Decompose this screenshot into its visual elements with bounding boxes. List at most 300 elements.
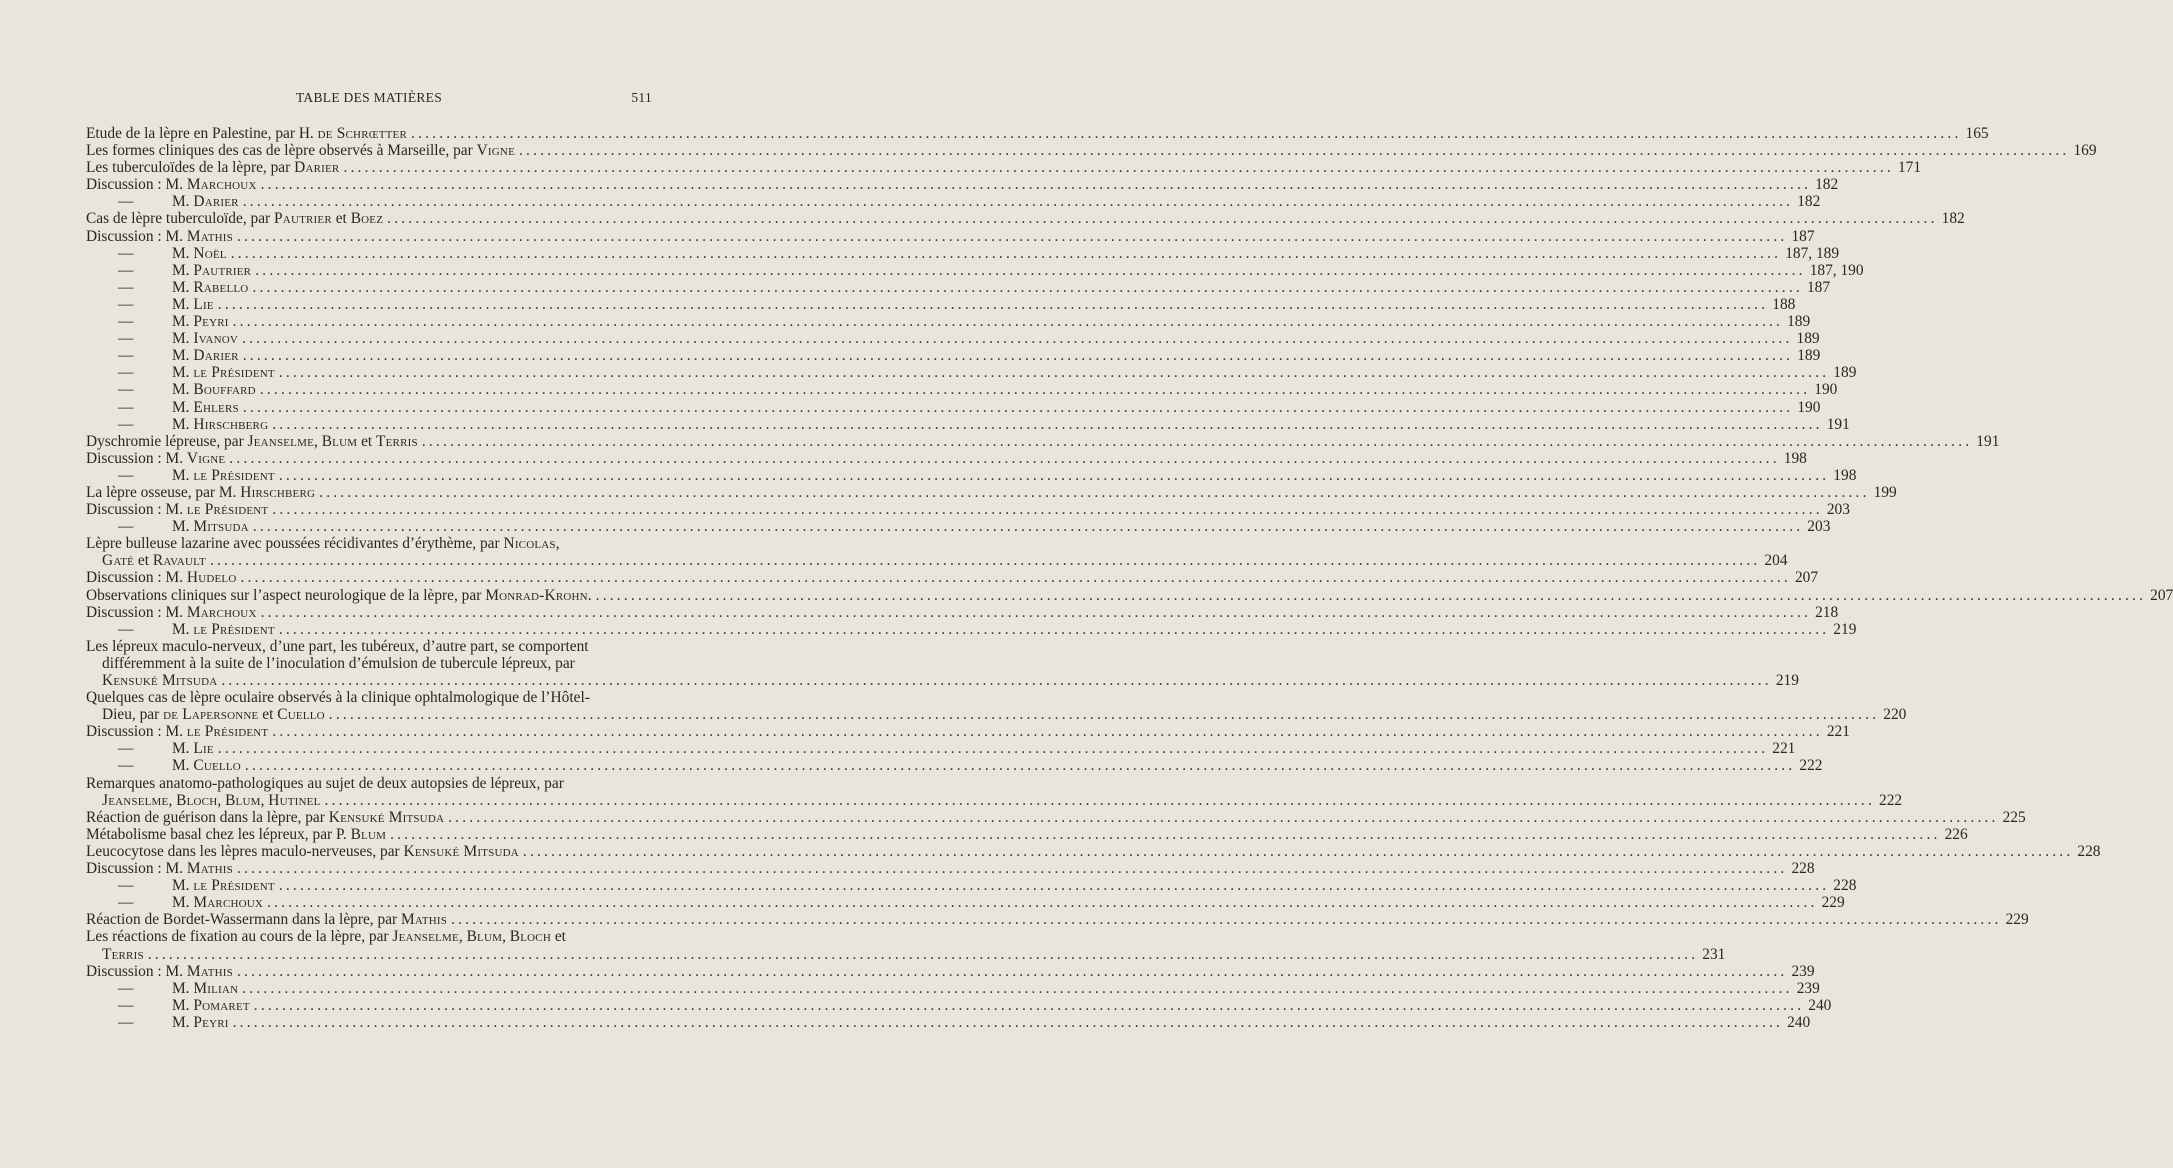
entry-title [86, 621, 275, 638]
entry-title [86, 364, 275, 381]
entry-title [86, 313, 229, 330]
author-name: Cuello [193, 757, 241, 775]
entry-title [86, 228, 233, 245]
toc-subentry [86, 330, 1820, 348]
toc-entry [86, 569, 1819, 587]
entry-text: . [587, 586, 592, 604]
page-number: 207 [2150, 586, 2173, 604]
page-number: 228 [1833, 877, 1857, 895]
author-name: Kensuké Mitsuda [403, 842, 519, 860]
entry-title [86, 262, 251, 279]
entry-title [86, 826, 386, 843]
page-number: 220 [1883, 706, 1907, 724]
toc-entry [86, 774, 1903, 809]
toc-entry [86, 535, 1788, 570]
dot-leader: ............................................................................................................................................................................................................................ [272, 415, 1823, 433]
page-number: 225 [2002, 808, 2026, 826]
page-number: 198 [1783, 449, 1807, 467]
author-name: Lie [193, 740, 214, 758]
entry-title [86, 1014, 229, 1031]
entry-title [86, 997, 250, 1014]
page-number: 240 [1808, 996, 1832, 1014]
dash-marker: — [118, 979, 134, 997]
toc-subentry [86, 466, 1857, 484]
dot-leader: ............................................................................................................................................................................................................................ [242, 193, 1794, 211]
page-number: 221 [1772, 740, 1796, 758]
entry-text: et [331, 210, 351, 228]
entry-line [86, 689, 642, 706]
dash-marker: — [118, 518, 134, 536]
dot-leader: ............................................................................................................................................................................................................................ [343, 159, 1894, 177]
page-number: 203 [1807, 518, 1831, 536]
entry-text: M. [172, 381, 194, 399]
entry-text: M. [172, 415, 194, 433]
entry-title [86, 399, 239, 416]
dot-leader: ............................................................................................................................................................................................................................ [390, 825, 1941, 843]
entry-text: et [357, 432, 377, 450]
toc-subentry [86, 996, 1832, 1014]
toc-subentry [86, 757, 1823, 775]
entry-row [86, 501, 1850, 519]
author-name: Blum [350, 825, 387, 843]
entry-title [86, 467, 275, 484]
page-number: 221 [1826, 723, 1850, 741]
entry-text: Métabolisme basal chez les lépreux, par P. [86, 825, 351, 843]
author-name: Pomaret [193, 996, 250, 1014]
dot-leader: ............................................................................................................................................................................................................................ [260, 176, 1812, 194]
entry-text: M. [172, 894, 194, 912]
entry-text: et [551, 928, 566, 946]
toc-entry [86, 364, 1857, 382]
entry-text: Réaction de Bordet-Wassermann dans la lèpre, par [86, 911, 402, 929]
entry-title [102, 552, 206, 569]
entry-text: Cas de lèpre tuberculoïde, par [86, 210, 275, 228]
dot-leader: ............................................................................................................................................................................................................................ [278, 620, 1830, 638]
toc-entry [86, 877, 1857, 895]
entry-text: Etude de la lèpre en Palestine, par H. [86, 125, 318, 142]
entry-text: Discussion : M. [86, 227, 187, 245]
entry-title [86, 330, 238, 347]
entry-text: Discussion : M. [86, 569, 187, 587]
page-number: 219 [1775, 672, 1799, 689]
author-name: Ehlers [193, 398, 239, 416]
dot-leader: ............................................................................................................................................................................................................................ [147, 945, 1699, 963]
author-name: Boez [350, 210, 384, 228]
dot-leader: ............................................................................................................................................................................................................................ [242, 398, 1794, 416]
page-number: 231 [1702, 945, 1726, 963]
entry-row [86, 723, 1850, 741]
dot-leader: ............................................................................................................................................................................................................................ [421, 432, 1973, 450]
entry-title [86, 245, 227, 262]
author-name: Terris [376, 432, 418, 450]
entry-title [86, 142, 515, 159]
author-name: Lie [193, 295, 214, 313]
entry-text: Leucocytose dans les lèpres maculo-nerveuses, par [86, 842, 404, 860]
toc-entry [86, 637, 1799, 689]
page-number: 239 [1791, 962, 1815, 980]
entry-line [86, 638, 642, 655]
toc-entry [86, 689, 1907, 724]
toc-subentry [86, 877, 1857, 895]
toc-entry [86, 860, 1815, 878]
entry-text: , [555, 535, 560, 553]
entry-title [86, 980, 238, 997]
entry-title [86, 963, 233, 980]
dot-leader: ............................................................................................................................................................................................................................ [278, 466, 1830, 484]
toc-entry [86, 398, 1821, 416]
author-name: Jeanselme [247, 432, 314, 450]
dot-leader: ............................................................................................................................................................................................................................ [253, 996, 1805, 1014]
entry-title [86, 159, 339, 176]
entry-text: M. [172, 278, 194, 296]
author-name: Kensuké Mitsuda [328, 808, 445, 826]
entry-text: Discussion : M. [86, 860, 187, 878]
entry-title [102, 792, 321, 809]
page-number: 189 [1796, 330, 1820, 348]
dot-leader: ............................................................................................................................................................................................................................ [328, 706, 1880, 724]
entry-title [86, 723, 268, 740]
toc-entry [86, 125, 1989, 142]
entry-text: Discussion : M. [86, 723, 187, 741]
page-number: 222 [1799, 757, 1823, 775]
entry-text: , [260, 791, 269, 809]
entry-row [86, 945, 1726, 963]
dot-leader: ............................................................................................................................................................................................................................ [217, 295, 1769, 313]
entry-text: M. [172, 740, 194, 758]
entry-line [86, 535, 642, 552]
entry-row [86, 227, 1815, 245]
entry-title [86, 416, 268, 433]
entry-text: , [502, 928, 510, 946]
dot-leader: ............................................................................................................................................................................................................................ [209, 552, 1761, 570]
dot-leader: ............................................................................................................................................................................................................................ [252, 278, 1803, 296]
toc-subentry [86, 1013, 1811, 1031]
author-name: Darier [193, 347, 239, 365]
entry-title [86, 911, 447, 928]
toc-subentry [86, 278, 1831, 296]
entry-text: , [168, 791, 177, 809]
dot-leader: ............................................................................................................................................................................................................................ [255, 261, 1806, 279]
toc-subentry [86, 740, 1796, 758]
entry-text: M. [172, 330, 194, 348]
entry-line [86, 655, 642, 672]
entry-text: M. [172, 979, 194, 997]
entry-text: et [134, 552, 153, 570]
page-number: 171 [1897, 159, 1922, 177]
entry-text: Discussion : M. [86, 449, 187, 467]
dot-leader: ............................................................................................................................................................................................................................ [242, 347, 1794, 365]
entry-title [102, 672, 217, 689]
running-header [86, 90, 652, 112]
toc-entry [86, 586, 2173, 604]
toc-entry [86, 483, 1897, 501]
toc-entry [86, 415, 1850, 433]
entry-title [86, 843, 519, 860]
entry-title [86, 587, 592, 604]
dot-leader: ............................................................................................................................................................................................................................ [252, 518, 1804, 536]
entry-title [86, 860, 233, 877]
entry-text: M. [172, 193, 194, 211]
dash-marker: — [118, 877, 134, 895]
entry-title [86, 569, 237, 586]
header-title: TABLE DES MATIÈRES [295, 90, 443, 105]
author-name: de Schrœtter [317, 125, 408, 142]
entry-title [86, 433, 418, 450]
author-name: Ivanov [193, 330, 239, 348]
dash-marker: — [118, 996, 134, 1014]
author-name: Hudelo [186, 569, 237, 587]
page-number: 182 [1797, 193, 1821, 211]
entry-text: M. [172, 398, 194, 416]
entry-title [86, 484, 315, 501]
entry-text: M. [172, 620, 194, 638]
toc-entry [86, 449, 1807, 467]
entry-text: La lèpre osseuse, par M. [86, 483, 241, 501]
page-number: 187 [1806, 278, 1831, 296]
toc-entry [86, 381, 1838, 399]
entry-title [86, 877, 275, 894]
author-name: Monrad-Krohn [485, 586, 588, 604]
entry-title [86, 210, 383, 227]
author-name: Nicolas [503, 535, 556, 553]
entry-title [86, 125, 407, 142]
dot-leader: ............................................................................................................................................................................................................................ [522, 842, 2074, 860]
dash-marker: — [118, 364, 134, 382]
entry-row [86, 962, 1815, 980]
table-of-contents [86, 125, 2173, 1031]
entry-text: Discussion : M. [86, 962, 187, 980]
dash-marker: — [118, 415, 134, 433]
toc-entry [86, 313, 1811, 331]
entry-text: Les lépreux maculo-nerveux, d’une part, les tubéreux, d’autre part, se comportent [86, 637, 589, 655]
toc-entry [86, 261, 1864, 279]
author-name: Vigne [476, 142, 515, 160]
dash-marker: — [118, 381, 134, 399]
entry-text: Réaction de guérison dans la lèpre, par [86, 808, 329, 826]
page-number: 198 [1833, 466, 1857, 484]
dash-marker: — [118, 757, 134, 775]
dash-marker: — [118, 1013, 134, 1031]
entry-row [86, 176, 1839, 194]
author-name: Peyri [193, 1013, 229, 1031]
entry-row [86, 808, 2026, 826]
entry-text: Lèpre bulleuse lazarine avec poussées récidivantes d’érythème, par [86, 535, 504, 553]
entry-row [86, 159, 1922, 177]
toc-entry [86, 723, 1850, 741]
page-number: 182 [1941, 210, 1965, 228]
toc-entry [86, 911, 2029, 929]
author-name: Mathis [186, 860, 233, 878]
toc-entry [86, 501, 1850, 519]
entry-row [86, 825, 1968, 843]
entry-title [102, 706, 325, 723]
toc-subentry [86, 518, 1831, 536]
entry-text: M. [172, 466, 194, 484]
dot-leader: ............................................................................................................................................................................................................................ [242, 979, 1793, 997]
toc-entry [86, 1013, 1811, 1031]
author-name: Peyri [193, 313, 229, 331]
dot-leader: ............................................................................................................................................................................................................................ [236, 860, 1788, 878]
entry-text: Les formes cliniques des cas de lèpre observés à Marseille, par [86, 142, 477, 160]
entry-text: Les réactions de fixation au cours de la lèpre, par [86, 928, 393, 946]
author-name: Terris [102, 945, 144, 963]
toc-entry [86, 347, 1821, 365]
entry-text: M. [172, 877, 194, 895]
entry-text: M. [172, 518, 194, 536]
author-name: Gaté [102, 552, 135, 570]
dash-marker: — [118, 330, 134, 348]
toc-entry [86, 808, 2026, 826]
toc-subentry [86, 364, 1857, 382]
entry-text: Les tuberculoïdes de la lèpre, par [86, 159, 295, 177]
toc-entry [86, 825, 1968, 843]
entry-text: M. [172, 295, 194, 313]
page-number: 203 [1826, 501, 1850, 519]
dash-marker: — [118, 894, 134, 912]
dot-leader: ............................................................................................................................................................................................................................ [230, 244, 1782, 262]
entry-text: Discussion : M. [86, 176, 187, 194]
dash-marker: — [118, 347, 134, 365]
entry-title [86, 279, 248, 296]
dot-leader: ............................................................................................................................................................................................................................ [595, 586, 2147, 604]
entry-title [86, 347, 239, 364]
toc-subentry [86, 620, 1857, 638]
dash-marker: — [118, 295, 134, 313]
page-number: 218 [1815, 603, 1839, 621]
page-number: 228 [1791, 860, 1815, 878]
page-number: 187, 189 [1785, 244, 1840, 262]
toc-subentry [86, 347, 1821, 365]
author-name: le Président [193, 466, 275, 484]
toc-entry [86, 740, 1796, 758]
page-number: 188 [1772, 295, 1796, 313]
toc-subentry [86, 979, 1820, 997]
author-name: le Président [193, 620, 275, 638]
page-number: 165 [1965, 125, 1989, 142]
entry-text: M. [172, 347, 194, 365]
entry-text: M. [172, 261, 194, 279]
author-name: Blum [321, 432, 358, 450]
toc-subentry [86, 894, 1845, 912]
page-number: 191 [1826, 415, 1850, 433]
toc-entry [86, 842, 2101, 860]
dot-leader: ............................................................................................................................................................................................................................ [272, 501, 1823, 519]
toc-entry [86, 996, 1832, 1014]
author-name: Blum [466, 928, 503, 946]
author-name: Hirschberg [240, 483, 316, 501]
entry-row [86, 791, 1903, 809]
toc-entry [86, 603, 1839, 621]
toc-entry [86, 244, 1840, 262]
page-number: 190 [1814, 381, 1838, 399]
author-name: Kensuké Mitsuda [102, 672, 218, 689]
page-number: 182 [1815, 176, 1839, 194]
entry-row [86, 569, 1819, 587]
dot-leader: ............................................................................................................................................................................................................................ [319, 483, 1870, 501]
dot-leader: ............................................................................................................................................................................................................................ [448, 808, 1999, 826]
entry-row [86, 125, 1989, 142]
dash-marker: — [118, 398, 134, 416]
dot-leader: ............................................................................................................................................................................................................................ [324, 791, 1876, 809]
toc-entry [86, 928, 1726, 963]
dash-marker: — [118, 740, 134, 758]
page-number: 204 [1764, 552, 1788, 570]
entry-text: M. [172, 313, 194, 331]
toc-entry [86, 176, 1839, 194]
dot-leader: ............................................................................................................................................................................................................................ [217, 740, 1769, 758]
entry-text: , [458, 928, 467, 946]
entry-line [86, 928, 642, 945]
page-number: 189 [1797, 347, 1821, 365]
dash-marker: — [118, 620, 134, 638]
entry-row [86, 552, 1788, 570]
entry-title [86, 193, 239, 210]
toc-entry [86, 757, 1823, 775]
entry-title [86, 518, 249, 535]
author-name: Marchoux [193, 894, 264, 912]
toc-entry [86, 620, 1857, 638]
dot-leader: ............................................................................................................................................................................................................................ [236, 227, 1788, 245]
page-number: 189 [1833, 364, 1857, 382]
author-name: Darier [294, 159, 340, 177]
entry-row [86, 142, 2097, 160]
page-number: 187 [1791, 227, 1815, 245]
entry-text: Dieu, par [102, 706, 164, 724]
dot-leader: ............................................................................................................................................................................................................................ [267, 894, 1818, 912]
toc-entry [86, 227, 1815, 245]
author-name: Bouffard [193, 381, 256, 399]
toc-subentry [86, 193, 1821, 211]
author-name: Mitsuda [193, 518, 249, 536]
dash-marker: — [118, 313, 134, 331]
toc-entry [86, 466, 1857, 484]
entry-row [86, 672, 1799, 689]
entry-text: M. [172, 996, 194, 1014]
author-name: Vigne [186, 449, 226, 467]
page-number: 191 [1976, 432, 2000, 450]
page-number: 199 [1873, 483, 1897, 501]
page-number: 226 [1944, 825, 1968, 843]
author-name: Rabello [193, 278, 249, 296]
toc-subentry [86, 244, 1840, 262]
dot-leader: ............................................................................................................................................................................................................................ [259, 381, 1811, 399]
entry-title [86, 894, 263, 911]
entry-title [86, 296, 214, 313]
entry-row [86, 432, 2000, 450]
entry-row [86, 586, 2173, 604]
dot-leader: ............................................................................................................................................................................................................................ [451, 911, 2002, 929]
page-number: 187, 190 [1809, 261, 1864, 279]
entry-title [86, 450, 225, 467]
dash-marker: — [118, 261, 134, 279]
page-number: 222 [1879, 791, 1903, 809]
entry-row [86, 911, 2029, 929]
dot-leader: ............................................................................................................................................................................................................................ [232, 1013, 1784, 1031]
entry-text: Discussion : M. [86, 501, 187, 519]
entry-row [86, 210, 1965, 228]
author-name: Mathis [186, 962, 233, 980]
author-name: Blum [225, 791, 261, 809]
toc-entry [86, 979, 1820, 997]
toc-entry [86, 193, 1821, 211]
author-name: Ravault [152, 552, 206, 570]
dot-leader: ............................................................................................................................................................................................................................ [242, 330, 1793, 348]
toc-entry [86, 518, 1831, 536]
page-number: 229 [2005, 911, 2029, 929]
dash-marker: — [118, 278, 134, 296]
author-name: Pautrier [193, 261, 252, 279]
entry-text: Quelques cas de lèpre oculaire observés à la clinique ophtalmologique de l’Hôtel- [86, 689, 590, 707]
